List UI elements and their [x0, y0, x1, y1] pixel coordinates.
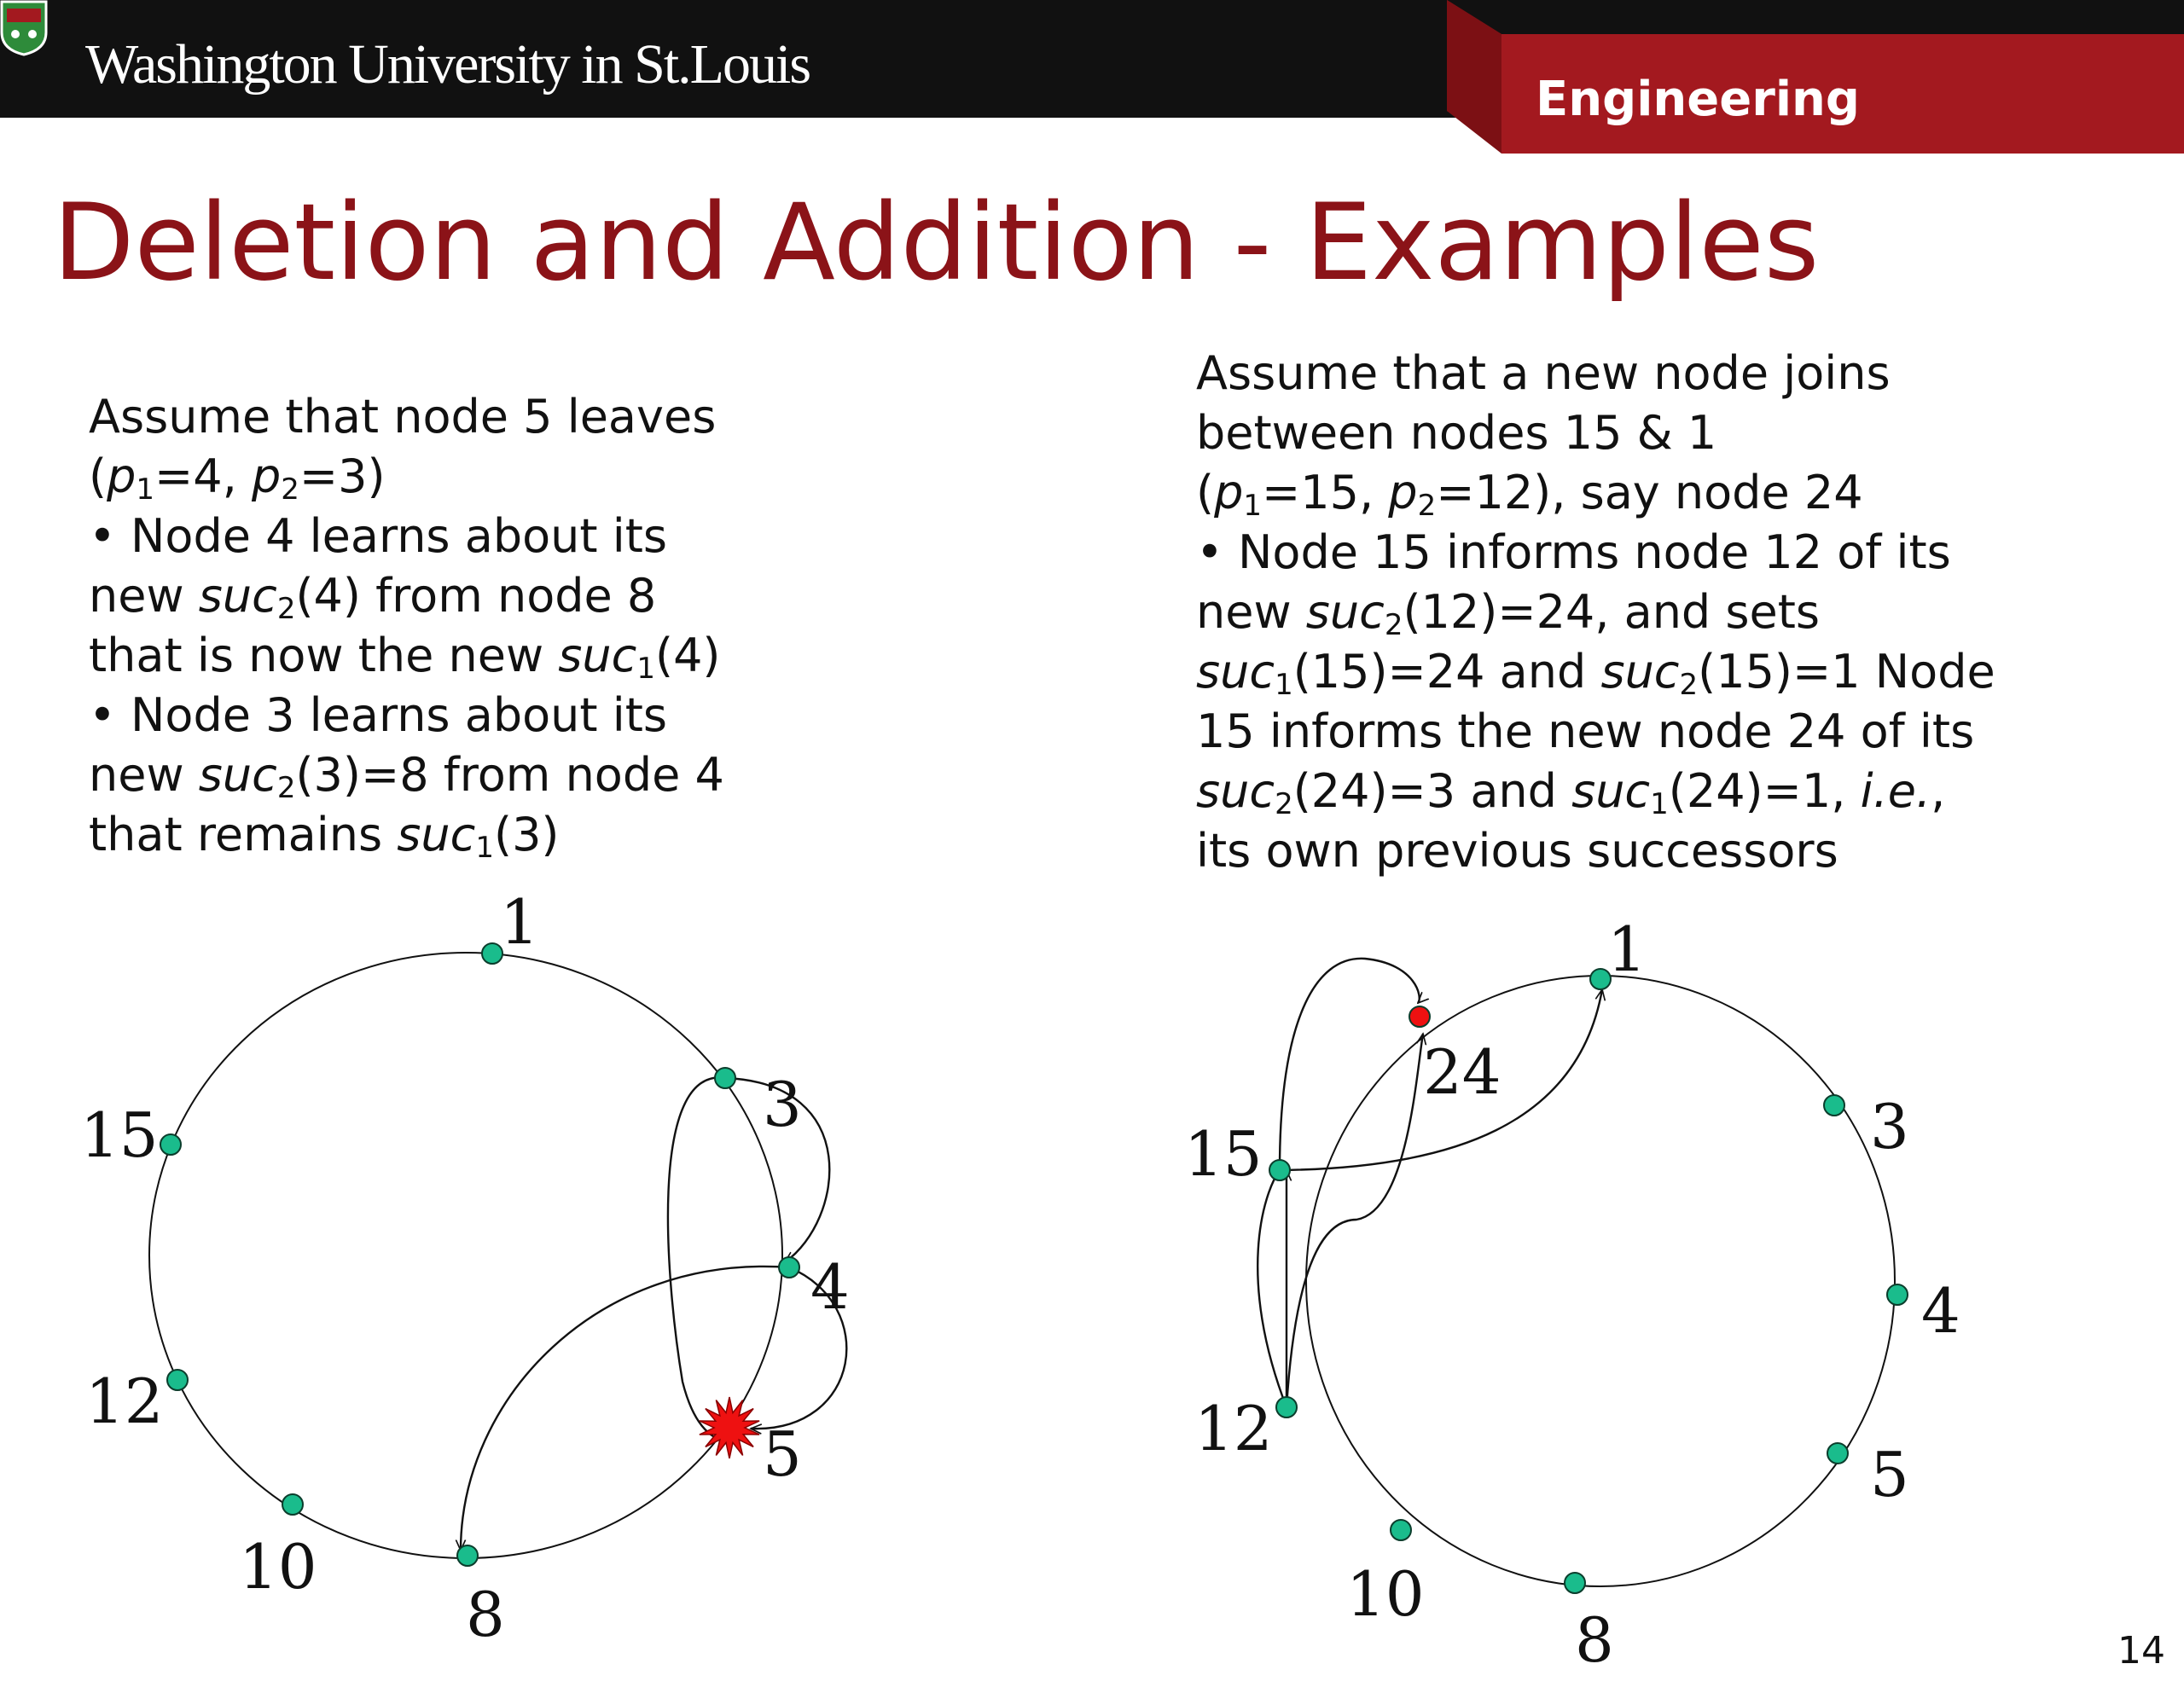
right-node-label-1: 1 [1607, 913, 1647, 985]
left-node-15 [160, 1134, 181, 1155]
addition-text-line-1: Assume that a new node joins [1196, 346, 1891, 400]
left-node-label-15: 15 [80, 1099, 159, 1171]
right-node-12 [1276, 1397, 1297, 1417]
right-arc-12-to-24 [1287, 1034, 1423, 1407]
left-node-label-3: 3 [763, 1069, 802, 1140]
left-node-12 [167, 1370, 188, 1390]
addition-text-line-7: 15 informs the new node 24 of its [1196, 704, 1975, 758]
addition-text-line-9: its own previous successors [1196, 824, 1838, 878]
right-node-label-8: 8 [1575, 1604, 1614, 1676]
left-ring [149, 953, 782, 1558]
addition-text-line-8: suc$_2$(24)=3 and suc$_1$(24)=1, i.e., [1196, 764, 1946, 821]
addition-text-line-3: ($p_1=15$, $p_2=12$), say node 24 [1196, 466, 1863, 523]
deletion-text-line-4: new suc$_2$(4) from node 8 [89, 569, 657, 626]
deletion-text-line-7: new suc$_2$(3)=8 from node 4 [89, 748, 724, 805]
department-name: Engineering [1536, 72, 1860, 127]
addition-text-line-6: suc$_1$(15)=24 and suc$_2$(15)=1 Node [1196, 645, 1995, 702]
left-node-8 [457, 1545, 478, 1566]
deletion-text-line-5: that is now the new suc$_1$(4) [89, 629, 721, 686]
right-ring-segment [1258, 1170, 1287, 1407]
left-node-3 [715, 1068, 735, 1088]
left-node-4 [779, 1257, 799, 1278]
left-arc-3-to-5 [668, 1077, 734, 1441]
right-node-5 [1827, 1443, 1848, 1464]
right-node-label-12: 12 [1194, 1393, 1273, 1464]
left-node-10 [282, 1494, 303, 1515]
right-arc-15-to-24 [1280, 959, 1420, 1170]
addition-text-line-4: • Node 15 informs node 12 of its [1196, 525, 1951, 579]
right-node-label-4: 4 [1921, 1275, 1960, 1347]
deletion-diagram [80, 886, 850, 1650]
deletion-text-line-8: that remains suc$_1$(3) [89, 808, 560, 865]
right-node-10 [1391, 1520, 1411, 1540]
right-node-label-15: 15 [1184, 1118, 1263, 1190]
right-node-label-10: 10 [1346, 1558, 1425, 1630]
deletion-text-line-3: • Node 4 learns about its [89, 509, 668, 563]
slide-title: Deletion and Addition - Examples [53, 182, 1820, 304]
page-number: 14 [2117, 1629, 2165, 1673]
deletion-text-line-1: Assume that node 5 leaves [89, 390, 717, 443]
left-node-label-8: 8 [466, 1579, 505, 1650]
addition-text-line-5: new suc$_2$(12)=24, and sets [1196, 585, 1821, 642]
right-node-3 [1824, 1095, 1844, 1116]
left-node-label-5: 5 [763, 1418, 802, 1490]
deletion-text-line-2: ($p_1=4$, $p_2=3$) [89, 449, 386, 507]
right-node-24 [1409, 1006, 1430, 1027]
addition-text-line-2: between nodes 15 & 1 [1196, 406, 1717, 460]
deletion-text-line-6: • Node 3 learns about its [89, 688, 668, 742]
left-node-label-12: 12 [85, 1365, 164, 1437]
right-node-8 [1565, 1573, 1585, 1593]
left-node-label-4: 4 [810, 1251, 850, 1323]
right-node-15 [1269, 1160, 1290, 1180]
university-name: Washington University in St.Louis [85, 33, 810, 96]
right-node-label-3: 3 [1870, 1091, 1909, 1162]
left-node-label-1: 1 [500, 886, 539, 958]
right-node-4 [1887, 1284, 1908, 1305]
right-node-label-5: 5 [1870, 1439, 1909, 1510]
right-ring [1306, 976, 1895, 1586]
left-node-label-10: 10 [239, 1531, 317, 1603]
addition-diagram [1184, 913, 1960, 1676]
right-node-label-24: 24 [1423, 1036, 1502, 1108]
